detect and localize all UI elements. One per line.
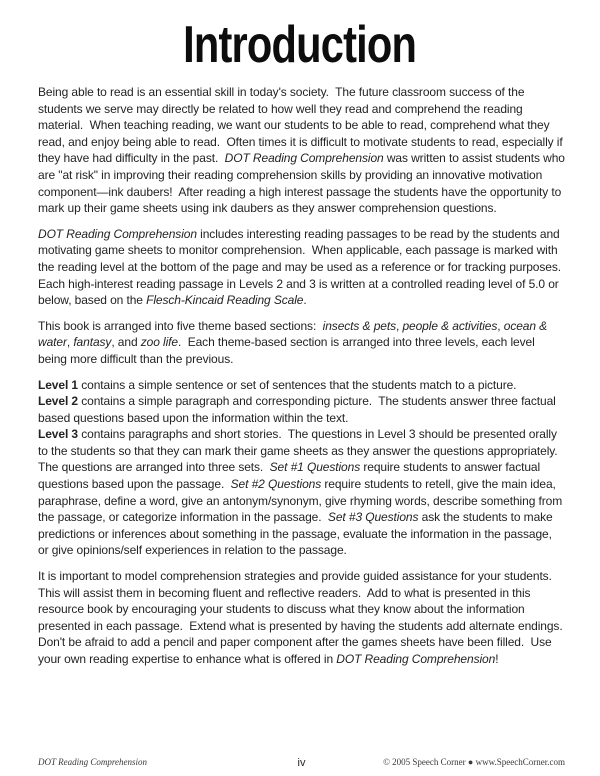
text-run: contains paragraphs and short stories. The questions in Level 3 should be presented orally to the students so that they can mark their game sheets as they answer the questions appropriately. The questions are arranged into three sets. [38,427,564,475]
text-run: require students to answer factual questions based upon the passage. [38,460,544,492]
text-run: includes interesting reading passages to be read by the students and motivating game sheets to monitor comprehension. When applicable, each passage is marked with the reading level at the bottom of the page and may be used as a reference or for tracking purposes. Each high-interest reading passage in Levels 2 and 3 is written at a controlled reading level of 5.0 or below, based on the [38,226,568,308]
paragraph-about-book [38,226,568,309]
text-run: , and [111,335,141,350]
footer-book-title: DOT Reading Comprehension [38,757,147,767]
text-run: Set #3 Questions [327,510,419,525]
text-run: Flesch-Kincaid Reading Scale [146,293,304,308]
paragraph-level-2 [38,393,565,426]
page-title-text: Introduction [183,16,417,74]
text-run: It is important to model comprehension strategies and provide guided assistance for your students. This will assist them in becoming fluent and reflective readers. Add to what is presented in this resource book by encouraging your students to discuss what they know about the information presented in each passage. Extend what is presented by having the students add alternate endings. Don't be afraid to add a pencil and paper component after the games sheets have been filled. Use your own reading expertise to enhance what is offered in [38,569,570,666]
text-run: contains a simple paragraph and corresponding picture. The students answer three factual based questions based upon the information within the text. [38,394,559,425]
paragraph-level-3 [38,426,565,559]
text-run: , [395,318,403,333]
text-run: people & activities [402,318,498,333]
text-run: , [66,335,74,350]
text-run: DOT Reading Comprehension [336,652,496,666]
paragraph-closing [38,568,570,668]
paragraph-level-1 [38,377,565,394]
text-run: Level 1 [38,377,78,392]
page-footer [38,755,565,769]
text-run: Level 2 [38,394,78,409]
text-run: DOT Reading Comprehension [38,226,197,241]
text-run: insects & pets [322,318,396,333]
text-run: This book is arranged into five theme based sections: [38,318,323,333]
paragraph-themes [38,318,565,368]
footer-copyright: © 2005 Speech Corner ● www.SpeechCorner.com [383,757,565,767]
page-title [0,16,600,74]
text-run: contains a simple sentence or set of sentences that the students match to a picture. [78,377,517,392]
text-run: require students to retell, give the main idea, paraphrase, define a word, give an antonym/synonym, give rhyming words, describe something from the passage, or categorize information in the passage. [38,477,566,525]
text-run: . [303,293,307,308]
paragraph-intro [38,84,569,217]
text-run: DOT Reading Comprehension [224,151,384,166]
text-run: Set #1 Questions [269,460,361,475]
text-run: Set #2 Questions [230,477,322,492]
text-run: Being able to read is an essential skill in today's society. The future classroom success of the students we serve may directly be related to how well they read and comprehend the reading material. When teaching reading, we want our students to be able to read, comprehend what they read, and enjoy being able to read. Often times it is difficult to motivate students to read, especially if they have had difficulty in the past. [38,85,566,166]
text-run: zoo life [140,335,178,350]
text-run: Level 3 [38,427,78,442]
body-text [38,84,570,668]
text-run: ask the students to make predictions or inferences about something in the passage, evaluate the information in the passage, or give opinions/self experiences in relation to the passage. [38,510,556,558]
text-run: , [497,318,504,333]
text-run: . Each theme-based section is arranged into three levels, each level being more difficult than the previous. [38,335,538,366]
footer-page-number: iv [297,757,306,769]
text-run: ocean & water [38,318,551,350]
text-run: ! [495,652,499,666]
text-run: was written to assist students who are "at risk" in improving their reading comprehension skills by providing an innovative motivation component—ink daubers! After reading a high interest passage the students have the opportunity to mark up their game sheets using ink daubers as they answer comprehension questions. [38,151,569,216]
text-run: fantasy [73,335,112,350]
